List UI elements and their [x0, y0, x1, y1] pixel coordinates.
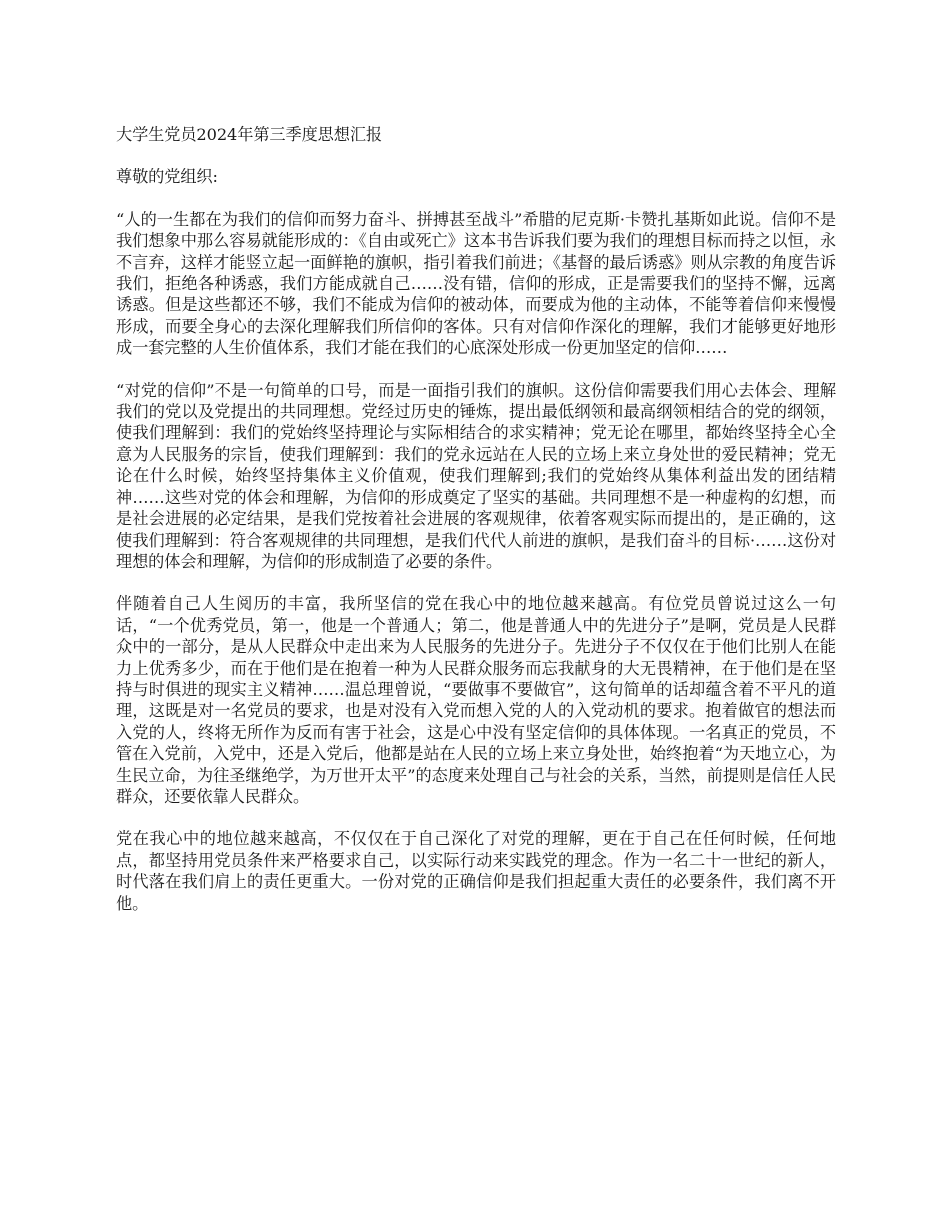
paragraph-4: 党在我心中的地位越来越高，不仅仅在于自己深化了对党的理解，更在于自己在任何时候，任何地点，都坚持用党员条件来严格要求自己，以实际行动来实践党的理念。作为一名二十一世纪的新人，时代落在我们肩上的责任更重大。一份对党的正确信仰是我们担起重大责任的必要条件，我们离不开他。 — [116, 829, 836, 913]
document-title: 大学生党员2024年第三季度思想汇报 — [116, 125, 383, 144]
paragraph-1: “人的一生都在为我们的信仰而努力奋斗、拼搏甚至战斗”希腊的尼克斯·卡赞扎基斯如此说。信仰不是我们想象中那么容易就能形成的：《自由或死亡》这本书告诉我们要为我们的理想目标而持之以恒，永不言弃，这样才能竖立起一面鲜艳的旗帜，指引着我们前进；《基督的最后诱惑》则从宗教的角度告诉我们，拒绝各种诱惑，我们方能成就自己……没有错，信仰的形成，正是需要我们的坚持不懈，远离诱惑。但是这些都还不够，我们不能成为信仰的被动体，而要成为他的主动体，不能等着信仰来慢慢形成，而要全身心的去深化理解我们所信仰的客体。只有对信仰作深化的理解，我们才能够更好地形成一套完整的人生价值体系，我们才能在我们的心底深处形成一份更加坚定的信仰…… — [116, 209, 836, 358]
salutation: 尊敬的党组织: — [116, 167, 218, 187]
paragraph-3: 伴随着自己人生阅历的丰富，我所坚信的党在我心中的地位越来越高。有位党员曾说过这么一句话，“一个优秀党员，第一，他是一个普通人；第二，他是普通人中的先进分子”是啊，党员是人民群众中的一部分，是从人民群众中走出来为人民服务的先进分子。先进分子不仅仅在于他们比别人在能力上优秀多少，而在于他们是在抱着一种为人民群众服务而忘我献身的大无畏精神，在于他们是在坚持与时俱进的现实主义精神……温总理曾说，“要做事不要做官”，这句简单的话却蕴含着不平凡的道理，这既是对一名党员的要求，也是对没有入党而想入党的人的入党动机的要求。抱着做官的想法而入党的人，终将无所作为反而有害于社会，这是心中没有坚定信仰的具体体现。一名真正的党员，不管在入党前，入党中，还是入党后，他都是站在人民的立场上来立身处世，始终抱着“为天地立心，为生民立命，为往圣继绝学，为万世开太平”的态度来处理自己与社会的关系，当然，前提则是信任人民群众，还要依靠人民群众。 — [116, 594, 836, 806]
document-page — [116, 124, 836, 935]
paragraph-2: “对党的信仰”不是一句简单的口号，而是一面指引我们的旗帜。这份信仰需要我们用心去体会、理解我们的党以及党提出的共同理想。党经过历史的锤炼，提出最低纲领和最高纲领相结合的党的纲领，使我们理解到：我们的党始终坚持理论与实际相结合的求实精神；党无论在哪里，都始终坚持全心全意为人民服务的宗旨，使我们理解到：我们的党永远站在人民的立场上来立身处世的爱民精神；党无论在什么时候，始终坚持集体主义价值观，使我们理解到;我们的党始终从集体利益出发的团结精神……这些对党的体会和理解，为信仰的形成奠定了坚实的基础。共同理想不是一种虚构的幻想，而是社会进展的必定结果，是我们党按着社会进展的客观规律，依着客观实际而提出的，是正确的，这使我们理解到：符合客观规律的共同理想，是我们代代人前进的旗帜，是我们奋斗的目标·……这份对理想的体会和理解，为信仰的形成制造了必要的条件。 — [116, 380, 836, 571]
